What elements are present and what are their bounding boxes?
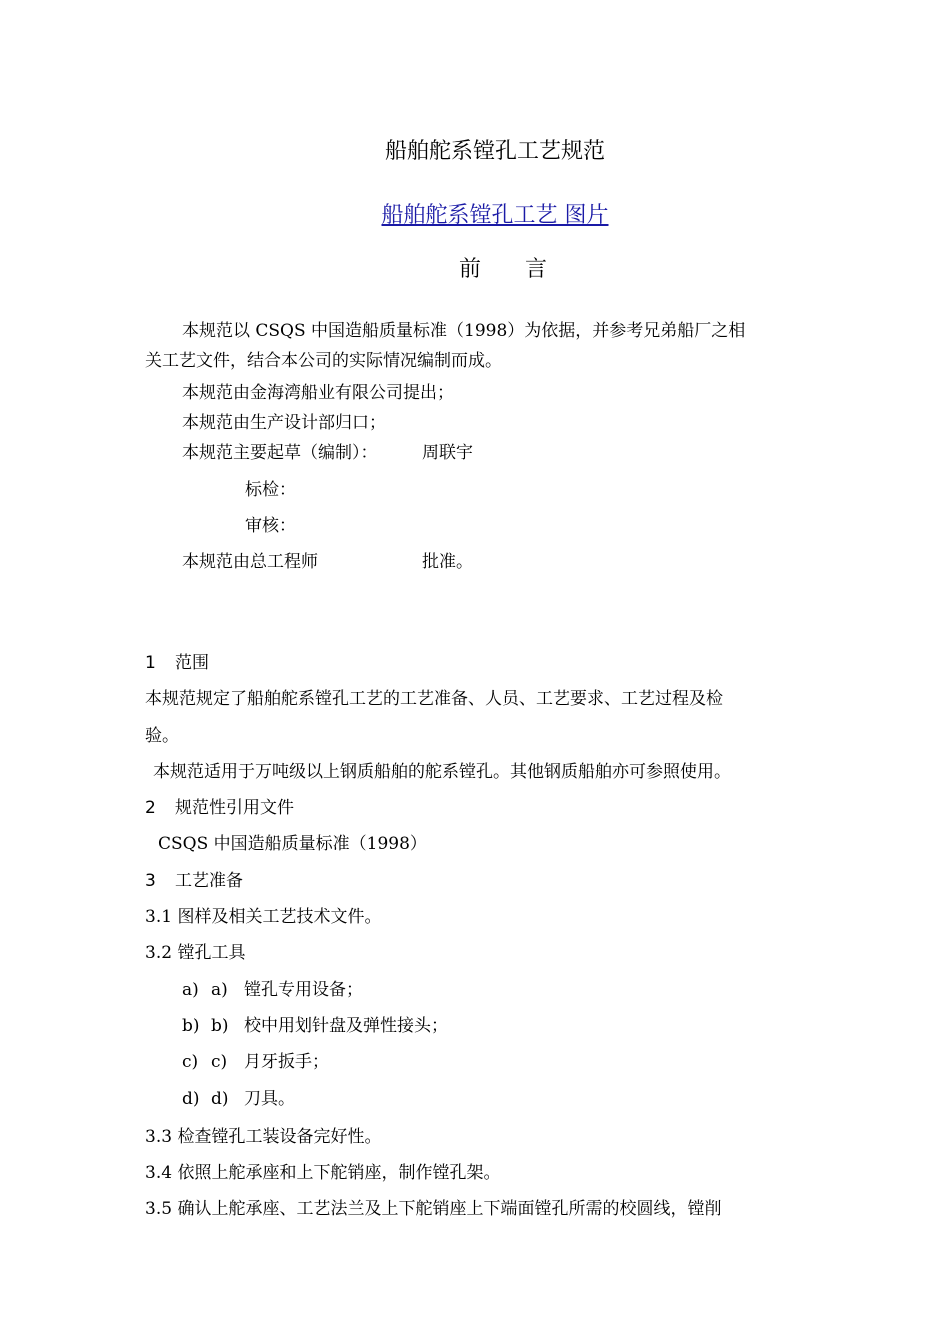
section-1-line2: 验。 xyxy=(145,726,179,746)
section-1-line1: 本规范规定了船舶舵系镗孔工艺的工艺准备、人员、工艺要求、工艺过程及检 xyxy=(145,689,723,709)
foreword-drafter-label: 本规范主要起草（编制）： xyxy=(182,443,378,463)
preface-char-2: 言 xyxy=(525,257,548,282)
list-item-text: 校中用划针盘及弹性接头； xyxy=(244,1016,448,1036)
list-item-label: c) xyxy=(211,1052,228,1072)
foreword-p2: 本规范由金海湾船业有限公司提出； xyxy=(182,383,454,403)
list-item xyxy=(182,1088,295,1110)
list-item-label: d) xyxy=(211,1089,229,1109)
title-link[interactable] xyxy=(0,202,950,230)
list-item-mark: a) xyxy=(182,980,199,1000)
preface-heading xyxy=(0,256,950,284)
list-item-text: 刀具。 xyxy=(244,1089,295,1109)
section-3-4: 3.4 依照上舵承座和上下舵销座，制作镗孔架。 xyxy=(145,1163,501,1183)
section-3-number: 3 xyxy=(145,871,156,891)
foreword-p1-line2: 关工艺文件，结合本公司的实际情况编制而成。 xyxy=(145,351,502,371)
section-1-number: 1 xyxy=(145,653,156,673)
list-item-mark: d) xyxy=(182,1089,200,1109)
list-item-label: a) xyxy=(211,980,228,1000)
list-item xyxy=(182,1051,329,1073)
section-3-3: 3.3 检查镗孔工装设备完好性。 xyxy=(145,1127,382,1147)
foreword-review-label: 审核： xyxy=(245,516,296,536)
section-2-title: 规范性引用文件 xyxy=(175,798,294,818)
section-3-1: 3.1 图样及相关工艺技术文件。 xyxy=(145,907,382,927)
section-3-2: 3.2 镗孔工具 xyxy=(145,943,246,963)
section-1-line3: 本规范适用于万吨级以上钢质船舶的舵系镗孔。其他钢质船舶亦可参照使用。 xyxy=(153,762,731,782)
section-2-line1: CSQS 中国造船质量标准（1998） xyxy=(158,834,427,854)
section-1-title: 范围 xyxy=(175,653,209,673)
foreword-check-label: 标检： xyxy=(245,480,296,500)
list-item-mark: c) xyxy=(182,1052,199,1072)
list-item-text: 镗孔专用设备； xyxy=(244,980,363,1000)
section-3-5: 3.5 确认上舵承座、工艺法兰及上下舵销座上下端面镗孔所需的校圆线，镗削 xyxy=(145,1199,722,1219)
document-title: 船舶舵系镗孔工艺规范 xyxy=(384,139,605,164)
list-item xyxy=(182,979,363,1001)
foreword-approve-label: 本规范由总工程师 xyxy=(182,552,318,572)
foreword-drafter-name: 周联宇 xyxy=(422,443,473,463)
section-2-heading xyxy=(145,797,294,819)
list-item xyxy=(182,1015,448,1037)
foreword-p3: 本规范由生产设计部归口； xyxy=(182,413,386,433)
section-2-number: 2 xyxy=(145,798,156,818)
section-3-heading xyxy=(145,870,243,892)
preface-char-1: 前 xyxy=(458,257,481,282)
list-item-text: 月牙扳手； xyxy=(244,1052,329,1072)
list-item-mark: b) xyxy=(182,1016,200,1036)
section-3-title: 工艺准备 xyxy=(175,871,243,891)
section-1-heading xyxy=(145,652,209,674)
foreword-approve-suffix: 批准。 xyxy=(422,552,473,572)
foreword-p1-line1: 本规范以 CSQS 中国造船质量标准（1998）为依据，并参考兄弟船厂之相 xyxy=(182,321,746,341)
title-link-text[interactable]: 船舶舵系镗孔工艺 图片 xyxy=(381,203,609,228)
list-item-label: b) xyxy=(211,1016,229,1036)
